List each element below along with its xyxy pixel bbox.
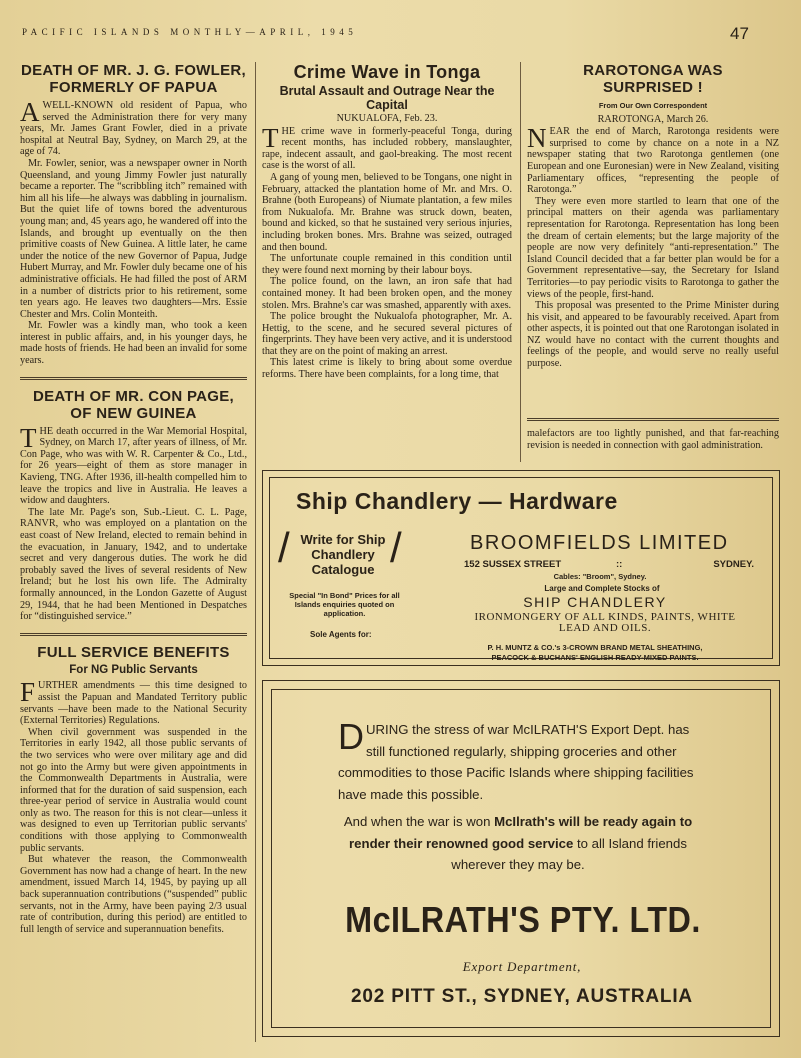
rarotonga-headline: RAROTONGA WAS SURPRISED ! <box>583 62 723 96</box>
left-column <box>20 62 247 935</box>
article-rule <box>527 418 779 421</box>
tonga-dateline: NUKUALOFA, Feb. 23. <box>336 113 438 124</box>
drop-cap: N <box>527 123 547 154</box>
sole-agents-label: Sole Agents for: <box>310 630 372 639</box>
drop-cap: T <box>262 122 279 153</box>
fowler-article: DEATH OF MR. J. G. FOWLER, FORMERLY OF PAPUA AWELL-KNOWN old resident of Papua, who served the Administration there for very many years, Mr. James Grant Fowler, died in a private hospital at Neutral Bay, Sydney, on March 29, at the age of 74. Mr. Fowler, senior, was a newspaper owner in North Queensland, and young Jimmy Fowler just naturally became a reporter. The “scribbling itch” remained with him all his life—he always was dabbling in journalism. But the quiet life of towns bored the adventurous young man; and, 45 years ago, he wandered off into the Islands, and brought up eventually on the then primitive coasts of New Guinea. A little later, he came under the notice of the new Governor of Papua, Judge Hubert Murray, and Mr. Fowler duly became one of his administrative officials. He had filled the post of ARM in a number of districts prior to his retirement, some ten years ago. He leaves two daughters—Mrs. Essie Chester and Mrs. Colin Monteith. Mr. Fowler was a kindly man, who took a keen interest in public affairs, and, in his younger days, he made hosts of friends. He had been an invalid for some years. <box>20 62 247 367</box>
company-address: 152 SUSSEX STREET :: SYDNEY. <box>464 559 754 570</box>
drop-cap: D <box>338 716 364 757</box>
mcilrath-company-name: McILRATH'S PTY. LTD. <box>345 899 701 940</box>
ad-frame <box>269 477 773 662</box>
mcilrath-address: 202 PITT ST., SYDNEY, AUSTRALIA <box>351 986 693 1007</box>
article-rule <box>20 377 247 380</box>
tonga-subheadline: Brutal Assault and Outrage Near the Capital <box>279 84 495 112</box>
right-column <box>527 62 779 370</box>
slash-mark: / <box>390 524 402 571</box>
rarotonga-article: RAROTONGA WAS SURPRISED ! From Our Own Correspondent RAROTONGA, March 26. NEAR the end of March, Rarotonga residents were surprised to come by chance on a note in a NZ newspaper stating that two Rarotonga gentlemen (one European and one Euronesian) were in New Zealand, visiting Parliamentary offices, “representing the people of Rarotonga.” They were even more startled to learn that one of the principal matters on their agenda was parliamentary representation for Rarotonga. Representation has long been the dream of certain elements; but the large majority of the people are now very definitely “anti-representation.” The Island Council decided that a far better plan would be for a Government representative—say, the Secretary for Island Territories—to pay periodic visits to Rarotonga to gather the views of the people, first-hand. This proposal was presented to the Prime Minister during his visit, and appeared to be favourably received. Apart from other aspects, it is pointed out that one Rarotongan isolated in NZ would have no contact with the current thoughts and feelings of the people, and would serve no really useful purpose. <box>527 62 779 370</box>
middle-column <box>262 62 512 381</box>
ship-chandlery-label: SHIP CHANDLERY <box>523 594 667 610</box>
drop-cap: T <box>20 422 37 453</box>
slash-mark: / <box>278 524 290 571</box>
article-rule <box>20 633 247 636</box>
service-article: FULL SERVICE BENEFITS For NG Public Servants FURTHER amendments — this time designed to assist the Papuan and Mandated Territory public servants —have been made to the National Security (External Territories) Regulations. When civil government was suspended in the Territories in early 1942, all those public servants of the two services who were over military age and did not go into the Army but were given appointments in the Commonwealth Departments in Australia, were informed that for the duration of said suspension, each three-year period of service in Australia would count only as two. The reason for this is not clear—unless it was designed to even up Territorian public servants' conditions with those applying to Commonwealth public servants. But whatever the reason, the Commonwealth Government has now had a change of heart. In the new amendment, issued March 14, 1945, by paying up all back superannuation contributions (“suspended” public servants, not in the Army, have been paying 2/3 usual rate of contribution, during this period) are entitled to full length of service and superannuation benefits. <box>20 643 247 935</box>
ad-headline: Ship Chandlery — Hardware <box>296 488 618 514</box>
page-number: 47 <box>730 24 749 43</box>
special-prices: Special "In Bond" Prices for all Islands enquiries quoted on application. <box>289 591 400 618</box>
rarotonga-dateline: RAROTONGA, March 26. <box>597 113 709 125</box>
tonga-continuation: malefactors are too lightly punished, and that far-reaching revision is needed in connection with gaol administration. <box>527 428 779 451</box>
tonga-article: Crime Wave in Tonga Brutal Assault and Outrage Near the Capital NUKUALOFA, Feb. 23. THE crime wave in formerly-peaceful Tonga, during recent months, has included robbery, manslaughter, rape, indecent assault, and gaol-breaking. The most recent case is the worst of all. A gang of young men, believed to be Tongans, one night in February, attacked the plantation home of Mr. and Mrs. O. Brahne (both Europeans) of Niumate plantation, a few miles from Nukualofa. Mr. Brahne was struck down, beaten, bound and kicked, so that he sustained very serious injuries, including broken bones. Mrs. Brahne was seized, outraged and then bound. The unfortunate couple remained in this condition until they were found next morning by their labour boys. The police found, on the lawn, an iron safe that had contained money. It had been broken open, and the money stolen. Mrs. Brahne's car was smashed, apparently with axes. The police brought the Nukualofa photographer, Mr. A. Hettig, to the scene, and he secured several pictures of fingerprints. They have been very active, and it is understood that they are on the point of making an arrest. This latest crime is likely to bring about some overdue reforms. There have been complaints, for a long time, that <box>262 62 512 381</box>
ironmongery-line: IRONMONGERY OF ALL KINDS, PAINTS, WHITE LEAD AND OILS. <box>474 611 736 634</box>
cable-address: Cables: "Broom", Sydney. <box>553 572 647 581</box>
column-divider <box>520 62 521 462</box>
drop-cap: F <box>20 677 36 708</box>
catalogue-offer: Write for Ship Chandlery Catalogue <box>300 532 386 577</box>
ship-chandlery-ad <box>262 470 780 666</box>
column-divider <box>255 62 256 1042</box>
stocks-label: Large and Complete Stocks of <box>544 584 660 593</box>
drop-cap: A <box>20 97 40 127</box>
ad-body: DURING the stress of war McILRATH'S Export Dept. has still functioned regularly, shipping groceries and other commodities to those Pacific Islands where shipping facilities have made this possible. And when the war is won McIlrath's will be ready again to render their renowned good service to all Island friends wherever they may be. <box>338 716 694 872</box>
page-headline: DEATH OF MR. CON PAGE, OF NEW GUINEA <box>32 387 235 422</box>
mcilrath-ad <box>262 680 780 1037</box>
service-headline: FULL SERVICE BENEFITS <box>37 643 230 661</box>
fowler-headline: DEATH OF MR. J. G. FOWLER, FORMERLY OF PAPUA <box>20 62 246 96</box>
page-article: DEATH OF MR. CON PAGE, OF NEW GUINEA THE death occurred in the War Memorial Hospital, Sydney, on March 17, after years of illness, of Mr. Con Page, who was with W. R. Carpenter & Co., Ltd., for 26 years—eight of them as store manager in Kavieng, TNG. After 1936, ill-health compelled him to leave the tropics and live in Australia. He leaves a widow and daughters. The late Mr. Page's son, Sub.-Lieut. C. L. Page, RANVR, who was employed on a plantation on the east coast of New Ireland, elected to remain behind in the evacuation, in January, 1942, and to undertake secret and very dangerous duties. The work he did probably saved the lives of several residents of New Ireland; but he lost his own life. The Admiralty formally announced, in the London Gazette of August 29, 1944, that he had been Mentioned in Despatches for “distinguished service.” <box>20 387 247 623</box>
rarotonga-byline: From Our Own Correspondent <box>598 101 708 110</box>
export-department: Export Department, <box>462 959 582 974</box>
company-name: BROOMFIELDS LIMITED <box>470 532 729 554</box>
tonga-headline: Crime Wave in Tonga <box>293 62 481 82</box>
running-head: PACIFIC ISLANDS MONTHLY—APRIL, 1945 <box>22 27 358 37</box>
service-subheadline: For NG Public Servants <box>69 663 198 676</box>
agency-brands: P. H. MUNTZ & CO.'s 3-CROWN BRAND METAL SHEATHING, PEACOCK & BUCHANS' ENGLISH READY-MIXED PAINTS. <box>487 643 703 662</box>
